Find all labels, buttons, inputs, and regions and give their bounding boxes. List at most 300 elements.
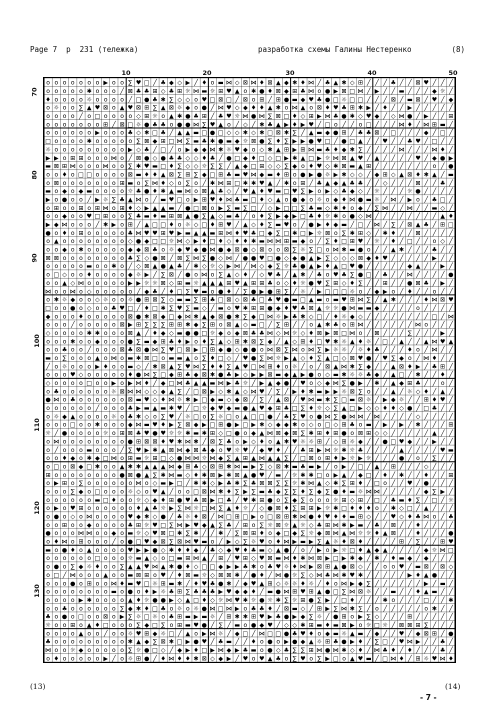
stitch-symbol: ▬ xyxy=(127,530,134,538)
stitch-symbol: □ xyxy=(390,129,397,137)
stitch-symbol: ╱ xyxy=(449,79,453,87)
stitch-symbol: ◇ xyxy=(308,571,314,579)
stitch-symbol: o xyxy=(46,104,50,112)
stitch-symbol: ▶ xyxy=(284,154,289,162)
stitch-symbol: ♥ xyxy=(357,354,364,362)
stitch-symbol: ╱ xyxy=(416,296,420,304)
stitch-symbol: ♥ xyxy=(292,188,298,196)
stitch-symbol: ⊞ xyxy=(78,505,84,513)
stitch-symbol: ✱ xyxy=(136,413,142,421)
stitch-symbol: ♥ xyxy=(201,638,207,646)
stitch-symbol: o xyxy=(79,79,83,87)
stitch-symbol: ● xyxy=(135,371,142,379)
stitch-symbol: ♥ xyxy=(250,580,257,588)
stitch-symbol: ♣ xyxy=(218,188,224,196)
stitch-symbol: ⋈ xyxy=(267,354,274,362)
stitch-symbol: ◇ xyxy=(160,88,166,96)
stitch-symbol: ✱ xyxy=(111,263,117,271)
stitch-symbol: □ xyxy=(382,655,388,662)
stitch-symbol: □ xyxy=(86,380,93,388)
stitch-symbol: o xyxy=(46,88,50,96)
stitch-symbol: ⊞ xyxy=(127,221,133,229)
stitch-symbol: ✱ xyxy=(300,471,306,479)
stitch-symbol: ╱ xyxy=(383,455,387,463)
stitch-symbol: □ xyxy=(357,221,364,229)
stitch-symbol: o xyxy=(120,154,124,162)
stitch-symbol: ▶ xyxy=(423,113,429,121)
stitch-symbol: ╱ xyxy=(391,329,396,337)
stitch-symbol: ✱ xyxy=(193,438,199,446)
stitch-symbol: ◆ xyxy=(374,630,380,638)
stitch-symbol: ● xyxy=(127,538,133,546)
stitch-symbol: ⊠ xyxy=(136,104,142,112)
stitch-symbol: o xyxy=(112,638,116,646)
stitch-symbol: ∑ xyxy=(210,163,215,171)
stitch-symbol: ╱ xyxy=(440,596,445,604)
stitch-symbol: ♥ xyxy=(275,563,281,571)
stitch-symbol: ╱ xyxy=(424,104,429,112)
stitch-symbol: ● xyxy=(70,580,76,588)
stitch-symbol: ⊞ xyxy=(275,96,281,104)
stitch-symbol: o xyxy=(333,121,338,129)
stitch-symbol: ▲ xyxy=(275,438,281,446)
stitch-symbol: ✱ xyxy=(308,471,314,479)
stitch-symbol: ◆ xyxy=(243,104,248,112)
stitch-symbol: ☼ xyxy=(300,279,306,287)
stitch-symbol: ╱ xyxy=(416,104,420,112)
stitch-symbol: ♣ xyxy=(283,405,290,413)
stitch-symbol: ╱ xyxy=(375,79,379,87)
stitch-symbol: ● xyxy=(185,121,191,129)
stitch-symbol: ⋈ xyxy=(193,455,200,463)
stitch-symbol: ◇ xyxy=(136,146,141,154)
stitch-symbol: ▲ xyxy=(152,463,158,471)
stitch-symbol: ▶ xyxy=(54,154,59,162)
stitch-symbol: ● xyxy=(259,138,265,146)
stitch-symbol: ✱ xyxy=(341,79,347,87)
stitch-symbol: o xyxy=(70,596,75,604)
stitch-symbol: ╱ xyxy=(309,605,313,613)
stitch-symbol: ● xyxy=(333,488,339,496)
stitch-symbol: ● xyxy=(283,630,290,638)
stitch-symbol: ▬ xyxy=(201,613,208,621)
stitch-symbol: ▶ xyxy=(201,421,207,429)
stitch-symbol: ♦ xyxy=(341,196,347,204)
stitch-symbol: ╱ xyxy=(202,438,207,446)
stitch-symbol: ✱ xyxy=(242,179,248,187)
stitch-symbol: ⊠ xyxy=(341,88,347,96)
stitch-symbol: ● xyxy=(127,438,133,446)
stitch-symbol: ▶ xyxy=(119,613,125,621)
stitch-symbol: ∑ xyxy=(407,329,412,337)
stitch-symbol: o xyxy=(301,546,305,554)
stitch-symbol: ◇ xyxy=(152,154,158,162)
stitch-symbol: □ xyxy=(226,96,232,104)
stitch-symbol: ∑ xyxy=(358,146,363,154)
stitch-symbol: ● xyxy=(341,113,347,121)
stitch-symbol: ▲ xyxy=(243,221,248,229)
stitch-symbol: ∑ xyxy=(276,263,281,271)
stitch-symbol: ✱ xyxy=(308,388,314,396)
stitch-symbol: ☼ xyxy=(292,329,298,337)
stitch-symbol: o xyxy=(120,146,124,154)
stitch-symbol: o xyxy=(79,221,83,229)
stitch-symbol: ▶ xyxy=(300,121,306,129)
stitch-symbol: □ xyxy=(365,121,372,129)
stitch-symbol: ✱ xyxy=(357,104,363,112)
stitch-symbol: ♦ xyxy=(127,371,134,379)
stitch-symbol: ╱ xyxy=(424,204,429,212)
stitch-symbol: ♦ xyxy=(333,513,339,521)
stitch-symbol: ▶ xyxy=(300,138,306,146)
stitch-symbol: ♣ xyxy=(193,496,199,504)
stitch-symbol: ♦ xyxy=(357,480,364,488)
stitch-symbol: ⊞ xyxy=(86,580,92,588)
stitch-symbol: □ xyxy=(291,405,298,413)
stitch-symbol: ╱ xyxy=(416,405,420,413)
stitch-symbol: ╱ xyxy=(391,571,396,579)
stitch-symbol: ╱ xyxy=(449,588,453,596)
stitch-symbol: o xyxy=(46,413,50,421)
stitch-symbol: ▬ xyxy=(275,555,282,563)
stitch-symbol: ▬ xyxy=(86,446,93,454)
stitch-symbol: o xyxy=(70,204,75,212)
stitch-symbol: ▶ xyxy=(284,354,289,362)
stitch-symbol: ▲ xyxy=(201,313,207,321)
stitch-symbol: ╱ xyxy=(407,154,412,162)
stitch-symbol: ♣ xyxy=(152,288,158,296)
stitch-symbol: o xyxy=(342,655,346,662)
stitch-symbol: ▶ xyxy=(177,229,182,237)
stitch-symbol: ╱ xyxy=(87,196,92,204)
stitch-symbol: o xyxy=(87,430,92,438)
stitch-symbol: ╱ xyxy=(202,546,207,554)
stitch-symbol: ╱ xyxy=(235,96,239,104)
stitch-symbol: ◇ xyxy=(325,405,330,413)
stitch-symbol: □ xyxy=(217,605,224,613)
stitch-symbol: ╱ xyxy=(375,138,379,146)
stitch-symbol: ◇ xyxy=(399,405,404,413)
stitch-symbol: ♣ xyxy=(234,380,240,388)
stitch-symbol: □ xyxy=(160,146,167,154)
stitch-symbol: o xyxy=(79,304,83,312)
stitch-symbol: ▲ xyxy=(382,296,388,304)
stitch-symbol: ╱ xyxy=(416,471,420,479)
stitch-symbol: ⊞ xyxy=(382,279,388,287)
stitch-symbol: o xyxy=(79,396,83,404)
stitch-symbol: ◇ xyxy=(325,371,330,379)
stitch-symbol: □ xyxy=(308,154,314,162)
stitch-symbol: ♣ xyxy=(152,121,158,129)
stitch-symbol: ♦ xyxy=(308,163,314,171)
stitch-symbol: ⋈ xyxy=(299,563,306,571)
stitch-symbol: ▬ xyxy=(135,396,142,404)
stitch-symbol: o xyxy=(87,438,92,446)
stitch-symbol: ╱ xyxy=(383,446,387,454)
stitch-symbol: ⊠ xyxy=(185,571,191,579)
stitch-symbol: ╱ xyxy=(449,396,453,404)
stitch-symbol: o xyxy=(276,496,281,504)
page-header xyxy=(30,45,465,57)
stitch-symbol: ● xyxy=(127,338,133,346)
stitch-symbol: ⊞ xyxy=(300,146,306,154)
stitch-symbol: □ xyxy=(176,196,183,204)
stitch-symbol: □ xyxy=(242,513,249,521)
stitch-symbol: ◆ xyxy=(317,530,322,538)
stitch-symbol: o xyxy=(103,521,108,529)
stitch-symbol: ⋈ xyxy=(341,605,348,613)
stitch-symbol: o xyxy=(62,421,67,429)
stitch-symbol: ▲ xyxy=(317,304,322,312)
stitch-symbol: o xyxy=(243,88,248,96)
stitch-symbol: ◆ xyxy=(448,96,454,104)
stitch-symbol: ▬ xyxy=(406,96,413,104)
stitch-symbol: ♦ xyxy=(201,338,207,346)
stitch-symbol: ▶ xyxy=(317,254,322,262)
stitch-symbol: ⋈ xyxy=(193,555,200,563)
stitch-symbol: ♥ xyxy=(398,630,405,638)
stitch-symbol: ▶ xyxy=(325,555,330,563)
stitch-symbol: ▬ xyxy=(267,588,273,596)
stitch-symbol: ∑ xyxy=(210,338,215,346)
stitch-symbol: ╱ xyxy=(399,104,404,112)
stitch-symbol: o xyxy=(103,271,108,279)
stitch-symbol: ▬ xyxy=(332,630,339,638)
stitch-symbol: o xyxy=(70,254,75,262)
stitch-symbol: ▶ xyxy=(333,471,339,479)
stitch-symbol: ╱ xyxy=(399,238,404,246)
stitch-symbol: ◇ xyxy=(185,238,191,246)
stitch-symbol: o xyxy=(103,246,108,254)
stitch-symbol: ▶ xyxy=(292,388,298,396)
stitch-symbol: ♦ xyxy=(176,338,183,346)
stitch-symbol: ▬ xyxy=(160,213,167,221)
stitch-symbol: ◆ xyxy=(243,154,248,162)
stitch-symbol: ⊞ xyxy=(349,296,355,304)
stitch-symbol: ● xyxy=(341,430,347,438)
stitch-symbol: □ xyxy=(152,621,158,629)
stitch-symbol: o xyxy=(62,204,67,212)
stitch-symbol: ╱ xyxy=(424,179,429,187)
stitch-symbol: o xyxy=(153,413,157,421)
stitch-symbol: ♦ xyxy=(152,171,158,179)
stitch-symbol: ♣ xyxy=(135,88,142,96)
stitch-symbol: ♥ xyxy=(259,388,265,396)
stitch-symbol: ⊞ xyxy=(357,496,363,504)
stitch-symbol: ╱ xyxy=(235,496,239,504)
stitch-symbol: ▶ xyxy=(193,196,199,204)
stitch-symbol: o xyxy=(54,321,59,329)
stitch-symbol: ♣ xyxy=(119,196,125,204)
stitch-symbol: ⊞ xyxy=(357,79,363,87)
stitch-symbol: ╱ xyxy=(391,605,396,613)
stitch-symbol: ⊠ xyxy=(242,396,248,404)
stitch-symbol: o xyxy=(79,338,83,346)
stitch-symbol: ⊠ xyxy=(119,388,125,396)
stitch-symbol: ♦ xyxy=(431,354,438,362)
stitch-symbol: o xyxy=(120,263,124,271)
stitch-symbol: ✱ xyxy=(390,296,396,304)
stitch-symbol: ╱ xyxy=(177,413,182,421)
stitch-symbol: □ xyxy=(258,229,265,237)
stitch-symbol: ╱ xyxy=(383,505,387,513)
stitch-symbol: ⋈ xyxy=(406,271,413,279)
stitch-symbol: ♥ xyxy=(234,546,240,554)
stitch-symbol: ╱ xyxy=(416,430,420,438)
stitch-symbol: ╱ xyxy=(383,555,387,563)
stitch-symbol: ▲ xyxy=(374,463,380,471)
stitch-symbol: ☼ xyxy=(176,605,183,613)
stitch-symbol: ☼ xyxy=(86,563,92,571)
stitch-symbol: ◆ xyxy=(300,613,306,621)
stitch-symbol: ╱ xyxy=(235,288,239,296)
stitch-symbol: ♦ xyxy=(259,196,265,204)
stitch-symbol: o xyxy=(79,655,83,662)
stitch-symbol: o xyxy=(218,321,223,329)
stitch-symbol: ⊠ xyxy=(275,430,281,438)
stitch-symbol: o xyxy=(120,288,124,296)
stitch-symbol: □ xyxy=(193,388,199,396)
stitch-symbol: ☼ xyxy=(448,496,454,504)
stitch-symbol: ♦ xyxy=(201,596,207,604)
stitch-symbol: ♦ xyxy=(185,546,191,554)
stitch-symbol: ▶ xyxy=(127,146,133,154)
stitch-symbol: ◆ xyxy=(111,530,117,538)
stitch-symbol: ✱ xyxy=(136,463,142,471)
stitch-symbol: ● xyxy=(177,121,183,129)
stitch-symbol: ⋈ xyxy=(217,380,224,388)
stitch-symbol: o xyxy=(103,546,108,554)
stitch-symbol: ⊞ xyxy=(177,371,183,379)
stitch-symbol: ✱ xyxy=(168,405,174,413)
stitch-symbol: ♦ xyxy=(308,354,314,362)
stitch-symbol: ╱ xyxy=(169,646,174,654)
stitch-symbol: ▬ xyxy=(185,229,191,237)
stitch-symbol: ● xyxy=(135,238,142,246)
stitch-symbol: ⊞ xyxy=(308,646,314,654)
stitch-symbol: ◇ xyxy=(62,271,67,279)
stitch-symbol: ◆ xyxy=(152,538,158,546)
stitch-symbol: ☼ xyxy=(209,329,216,337)
stitch-symbol: ⋈ xyxy=(143,371,150,379)
stitch-symbol: ∑ xyxy=(415,538,421,546)
stitch-symbol: ✱ xyxy=(185,321,191,329)
stitch-symbol: ✱ xyxy=(168,638,174,646)
stitch-symbol: ▶ xyxy=(234,646,240,654)
stitch-symbol: ⊞ xyxy=(218,555,224,563)
stitch-symbol: ∑ xyxy=(432,455,437,463)
stitch-symbol: □ xyxy=(45,304,51,312)
stitch-symbol: ╱ xyxy=(440,288,445,296)
stitch-symbol: o xyxy=(103,388,108,396)
stitch-symbol: ♦ xyxy=(176,546,183,554)
stitch-symbol: ♦ xyxy=(300,488,306,496)
stitch-symbol: o xyxy=(103,555,108,563)
stitch-symbol: ◆ xyxy=(333,221,339,229)
stitch-symbol: o xyxy=(95,471,100,479)
stitch-symbol: ◇ xyxy=(308,521,314,529)
stitch-symbol: ● xyxy=(250,288,257,296)
stitch-symbol: ▬ xyxy=(193,304,199,312)
stitch-symbol: ╱ xyxy=(449,121,453,129)
stitch-symbol: ● xyxy=(250,346,257,354)
stitch-symbol: o xyxy=(54,229,59,237)
stitch-symbol: ☼ xyxy=(102,296,109,304)
stitch-symbol: ╱ xyxy=(432,263,437,271)
stitch-symbol: ◇ xyxy=(136,204,141,212)
stitch-symbol: ▬ xyxy=(201,88,208,96)
stitch-symbol: ♦ xyxy=(185,563,191,571)
stitch-symbol: ◇ xyxy=(234,104,240,112)
stitch-symbol: ⊞ xyxy=(341,129,347,137)
stitch-symbol: ♦ xyxy=(250,638,257,646)
stitch-symbol: ▲ xyxy=(292,371,298,379)
stitch-symbol: ▲ xyxy=(210,188,215,196)
stitch-symbol: o xyxy=(46,538,50,546)
stitch-symbol: o xyxy=(366,246,371,254)
stitch-symbol: ▶ xyxy=(185,521,191,529)
stitch-symbol: ✱ xyxy=(325,396,331,404)
stitch-symbol: o xyxy=(54,121,59,129)
stitch-symbol: ♦ xyxy=(209,354,216,362)
stitch-symbol: ╱ xyxy=(416,313,420,321)
stitch-symbol: ⊞ xyxy=(168,213,174,221)
stitch-symbol: ▬ xyxy=(250,646,257,654)
stitch-symbol: ▬ xyxy=(349,396,356,404)
stitch-symbol: ⋈ xyxy=(332,246,339,254)
stitch-symbol: ⊠ xyxy=(357,396,363,404)
stitch-symbol: ⋈ xyxy=(217,179,224,187)
stitch-symbol: o xyxy=(350,613,355,621)
stitch-symbol: ⋈ xyxy=(332,154,339,162)
stitch-symbol: ◇ xyxy=(185,163,191,171)
stitch-symbol: o xyxy=(54,146,59,154)
stitch-symbol: □ xyxy=(226,430,232,438)
stitch-symbol: o xyxy=(120,480,124,488)
stitch-symbol: ▶ xyxy=(185,338,191,346)
stitch-symbol: ▬ xyxy=(135,555,142,563)
stitch-symbol: □ xyxy=(406,238,413,246)
stitch-symbol: ☼ xyxy=(308,438,314,446)
stitch-symbol: o xyxy=(70,480,75,488)
stitch-symbol: ♦ xyxy=(390,229,397,237)
stitch-symbol: ● xyxy=(45,396,51,404)
stitch-symbol: ╱ xyxy=(399,254,404,262)
stitch-symbol: ∑ xyxy=(317,655,322,662)
stitch-symbol: o xyxy=(186,488,190,496)
stitch-symbol: ⊠ xyxy=(119,121,125,129)
stitch-symbol: ● xyxy=(242,246,249,254)
stitch-symbol: ♦ xyxy=(127,204,134,212)
stitch-symbol: ╱ xyxy=(366,571,371,579)
stitch-symbol: ● xyxy=(160,263,166,271)
stitch-symbol: ╱ xyxy=(366,313,371,321)
stitch-symbol: ▬ xyxy=(242,463,249,471)
stitch-symbol: ♥ xyxy=(193,288,199,296)
stitch-symbol: o xyxy=(95,179,100,187)
stitch-symbol: ⊞ xyxy=(292,88,298,96)
stitch-symbol: ▬ xyxy=(234,405,241,413)
stitch-symbol: ╱ xyxy=(407,296,412,304)
stitch-symbol: o xyxy=(366,388,371,396)
stitch-symbol: □ xyxy=(324,288,331,296)
stitch-symbol: ♣ xyxy=(423,279,429,287)
stitch-symbol: ⊠ xyxy=(316,563,322,571)
stitch-symbol: ╱ xyxy=(449,505,453,513)
stitch-symbol: ╱ xyxy=(432,113,437,121)
stitch-symbol: ● xyxy=(135,313,142,321)
stitch-symbol: □ xyxy=(53,571,60,579)
